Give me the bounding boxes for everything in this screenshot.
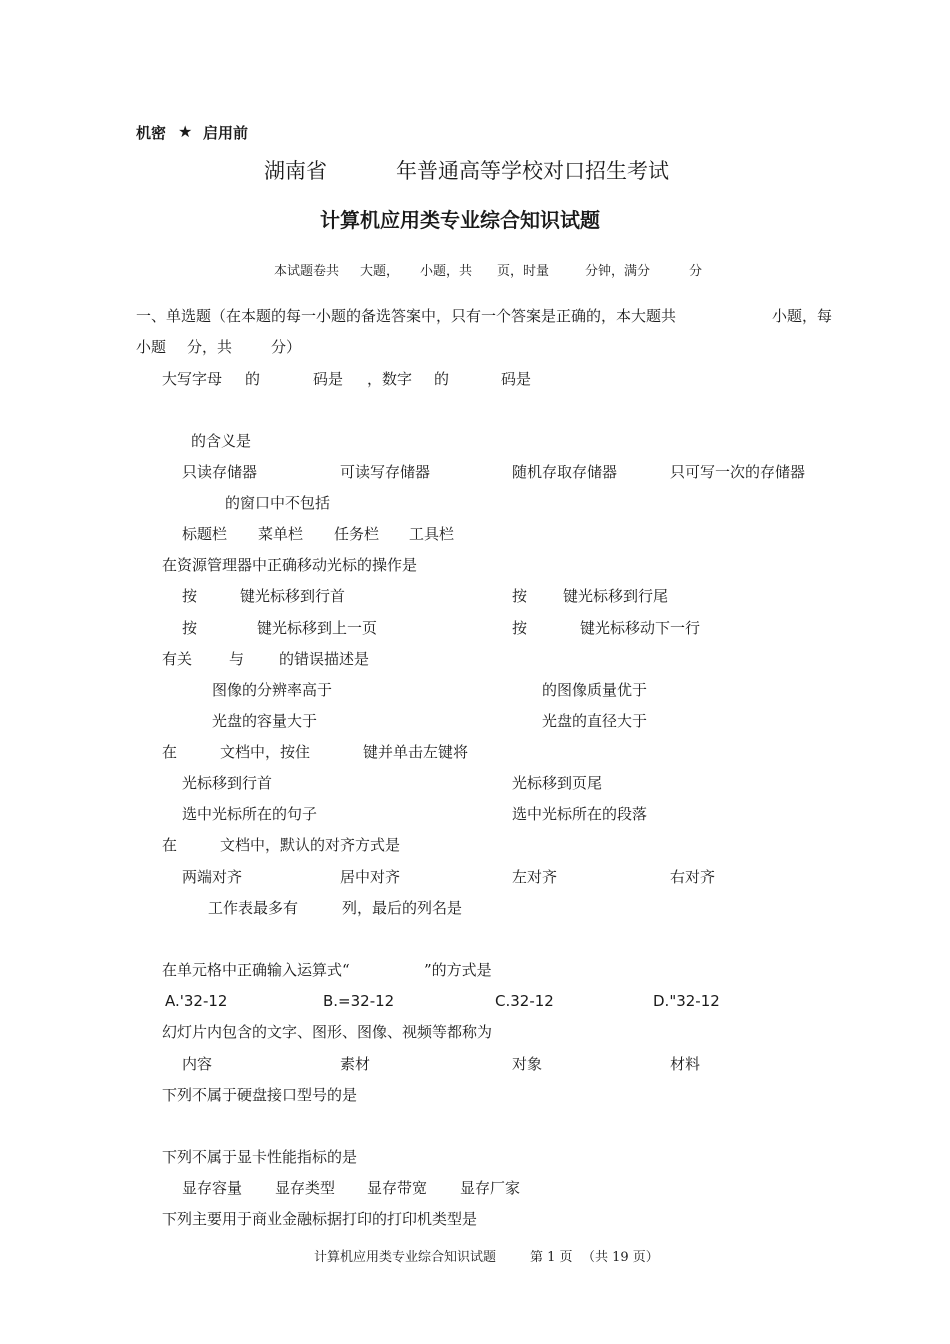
- option: 光盘的直径大于: [542, 712, 648, 730]
- footer-page-number: 第 1 页: [530, 1250, 573, 1265]
- page-title: 计算机应用类专业综合知识试题: [320, 208, 600, 232]
- option: 标题栏: [182, 525, 228, 543]
- option: 光标移到行首: [182, 774, 273, 792]
- question-text: 的: [434, 370, 450, 388]
- option: A.'32-12: [165, 992, 228, 1010]
- option: 居中对齐: [340, 868, 401, 886]
- option: 左对齐: [512, 868, 558, 886]
- option: 键光标移到行首: [240, 587, 346, 605]
- option: 内容: [182, 1055, 213, 1073]
- footer-page-total: （共 19 页）: [582, 1250, 659, 1265]
- footer-subject: 计算机应用类专业综合知识试题: [314, 1250, 497, 1265]
- option: 菜单栏: [258, 525, 304, 543]
- section-heading: 一、单选题（在本题的每一小题的备选答案中，只有一个答案是正确的，本大题共: [136, 307, 677, 325]
- option: 工具栏: [409, 525, 455, 543]
- section-heading: 小题，每: [772, 307, 833, 325]
- option: 光盘的容量大于: [212, 712, 318, 730]
- option: 只读存储器: [182, 463, 258, 481]
- info-part: 页，时量: [497, 264, 550, 279]
- option: 键光标移动下一行: [580, 619, 701, 637]
- option: 随机存取存储器: [512, 463, 618, 481]
- option: 键光标移到上一页: [257, 619, 378, 637]
- option: 按: [182, 619, 198, 637]
- option: 显存厂家: [460, 1179, 521, 1197]
- option: 选中光标所在的句子: [182, 805, 318, 823]
- section-heading: 分，共: [187, 338, 233, 356]
- option: 显存带宽: [367, 1179, 428, 1197]
- option: 光标移到页尾: [512, 774, 603, 792]
- title-province: 湖南省: [264, 159, 327, 183]
- option: 两端对齐: [182, 868, 243, 886]
- question-text: 的窗口中不包括: [225, 494, 331, 512]
- question-text: 大写字母: [162, 370, 223, 388]
- option: 只可写一次的存储器: [670, 463, 806, 481]
- question-text: 幻灯片内包含的文字、图形、图像、视频等都称为: [162, 1023, 493, 1041]
- question-text: 下列主要用于商业金融标据打印的打印机类型是: [162, 1210, 478, 1228]
- option: 对象: [512, 1055, 543, 1073]
- option: 图像的分辨率高于: [212, 681, 333, 699]
- question-text: 与: [229, 650, 245, 668]
- option: 显存容量: [182, 1179, 243, 1197]
- star-icon: ★: [178, 122, 193, 141]
- option: 按: [512, 587, 528, 605]
- question-text: 码是: [501, 370, 532, 388]
- option: B.=32-12: [323, 992, 395, 1010]
- question-text: 的错误描述是: [279, 650, 370, 668]
- option: 按: [512, 619, 528, 637]
- before-use-label: 启用前: [203, 124, 249, 142]
- option: 任务栏: [334, 525, 380, 543]
- question-text: 在: [162, 836, 178, 854]
- question-text: 下列不属于显卡性能指标的是: [162, 1148, 358, 1166]
- info-part: 分钟，满分: [585, 264, 651, 279]
- question-text: 有关: [162, 650, 193, 668]
- section-heading: 小题: [136, 338, 167, 356]
- option: 显存类型: [275, 1179, 336, 1197]
- question-text: 在资源管理器中正确移动光标的操作是: [162, 556, 418, 574]
- option: 右对齐: [670, 868, 716, 886]
- option: 键光标移到行尾: [563, 587, 669, 605]
- question-text: 工作表最多有: [208, 899, 299, 917]
- question-text: 的含义是: [191, 432, 252, 450]
- question-text: 下列不属于硬盘接口型号的是: [162, 1086, 358, 1104]
- info-part: 分: [689, 264, 703, 279]
- question-text: 码是: [313, 370, 344, 388]
- option: C.32-12: [495, 992, 554, 1010]
- question-text: 文档中，默认的对齐方式是: [220, 836, 401, 854]
- info-part: 本试题卷共: [274, 264, 340, 279]
- option: D."32-12: [653, 992, 720, 1010]
- option: 素材: [340, 1055, 371, 1073]
- confidential-label: 机密: [136, 124, 167, 142]
- title-exam: 年普通高等学校对口招生考试: [396, 159, 669, 183]
- question-text: ”的方式是: [424, 961, 492, 979]
- question-text: 在单元格中正确输入运算式“: [162, 961, 350, 979]
- question-text: ，数字: [367, 370, 413, 388]
- question-text: 列，最后的列名是: [342, 899, 463, 917]
- question-text: 文档中，按住: [220, 743, 311, 761]
- option: 选中光标所在的段落: [512, 805, 648, 823]
- question-text: 在: [162, 743, 178, 761]
- section-heading: 分）: [271, 338, 302, 356]
- option: 可读写存储器: [340, 463, 431, 481]
- option: 的图像质量优于: [542, 681, 648, 699]
- info-part: 大题，: [360, 264, 400, 279]
- info-part: 小题，共: [420, 264, 473, 279]
- question-text: 的: [245, 370, 261, 388]
- option: 材料: [670, 1055, 701, 1073]
- option: 按: [182, 587, 198, 605]
- question-text: 键并单击左键将: [363, 743, 469, 761]
